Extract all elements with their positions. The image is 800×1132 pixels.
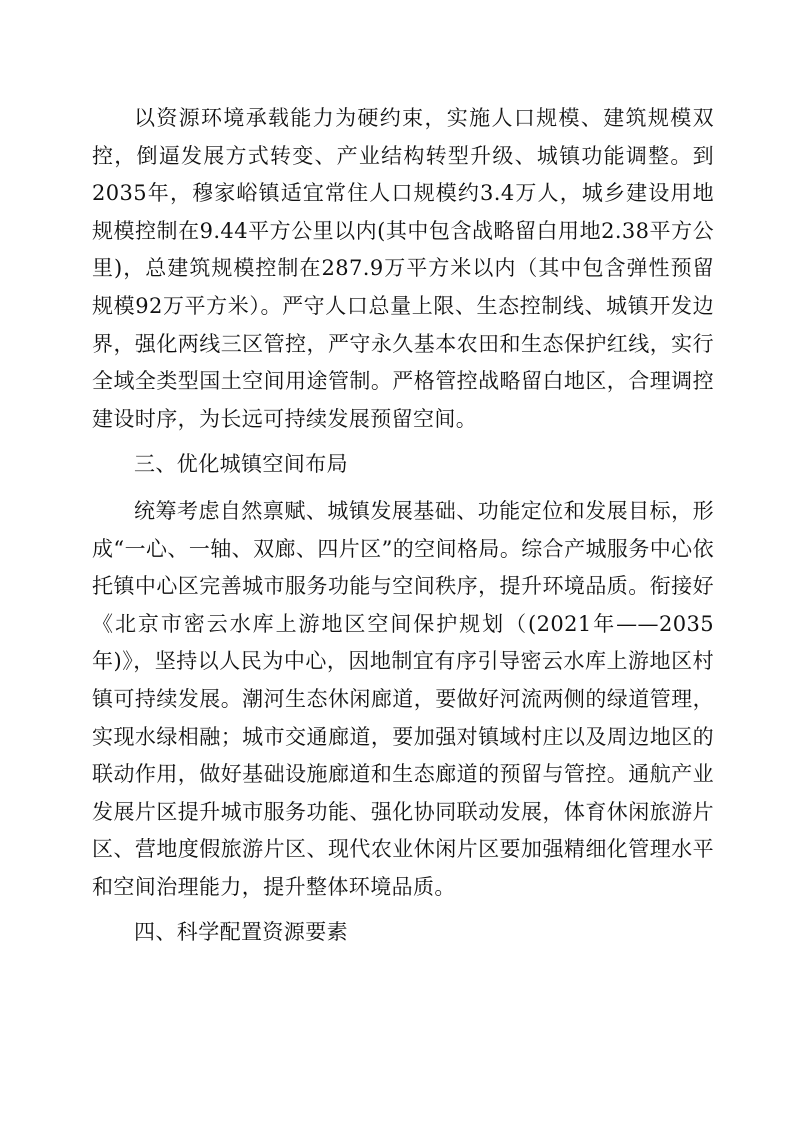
- section-heading-resource-allocation: 四、科学配置资源要素: [134, 920, 348, 945]
- paragraph-population-control: 以资源环境承载能力为硬约束，实施人口规模、建筑规模双控，倒逼发展方式转变、产业结构转型升级、城镇功能调整。到2035年，穆家峪镇适宜常住人口规模约3.4万人，城乡建设用地规模控制在9.44平方公里以内(其中包含战略留白用地2.38平方公里)，总建筑规模控制在287.9万平方米以内（其中包含弹性预留规模92万平方米）。严守人口总量上限、生态控制线、城镇开发边界，强化两线三区管控，严守永久基本农田和生态保护红线，实行全域全类型国土空间用途管制。严格管控战略留白地区，合理调控建设时序，为长远可持续发展预留空间。: [92, 106, 714, 431]
- paragraph-spatial-pattern: 统筹考虑自然禀赋、城镇发展基础、功能定位和发展目标，形成“一心、一轴、双廊、四片区”的空间格局。综合产城服务中心依托镇中心区完善城市服务功能与空间秩序，提升环境品质。衔接好《北京市密云水库上游地区空间保护规划（(2021年——2035年)》，坚持以人民为中心，因地制宜有序引导密云水库上游地区村镇可持续发展。潮河生态休闲廊道，要做好河流两侧的绿道管理，实现水绿相融；城市交通廊道，要加强对镇域村庄以及周边地区的联动作用，做好基础设施廊道和生态廊道的预留与管控。通航产业发展片区提升城市服务功能、强化协同联动发展，体育休闲旅游片区、营地度假旅游片区、现代农业休闲片区要加强精细化管理水平和空间治理能力，提升整体环境品质。: [92, 498, 714, 899]
- section-heading-spatial-layout: 三、优化城镇空间布局: [134, 452, 348, 477]
- document-body: [92, 100, 714, 961]
